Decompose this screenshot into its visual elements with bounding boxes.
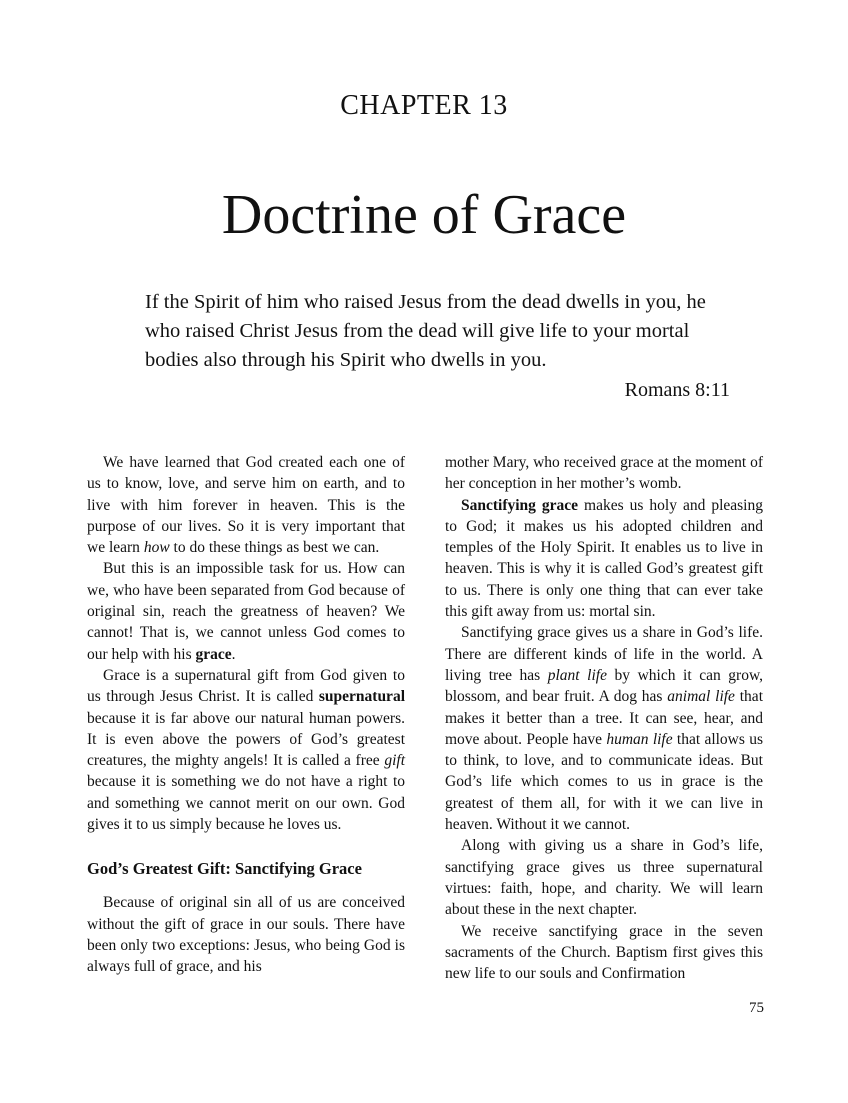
page-number: 75: [749, 1000, 764, 1016]
paragraph: But this is an impossible task for us. How can we, who have been separated from God because of original sin, reach the greatness of heaven? We cannot! That is, we cannot unless God comes to our help with his grace.: [87, 560, 405, 663]
left-column: [87, 452, 405, 978]
paragraph: Because of original sin all of us are conceived without the gift of grace in our souls. There have been only two exceptions: Jesus, who being God is always full of grace, and his: [87, 894, 405, 976]
chapter-title: Doctrine of Grace: [221, 184, 627, 246]
paragraph: mother Mary, who received grace at the moment of her conception in her mother’s womb.: [445, 454, 763, 493]
paragraph: Sanctifying grace gives us a share in God’s life. There are different kinds of life in the world. A living tree has plant life by which it can grow, blossom, and bear fruit. A dog has animal life that makes it better than a tree. It can see, hear, and move about. People have human life that allows us to think, to love, and to communicate ideas. But God’s life which comes to us in grace is the greatest of them all, for with it we can live in heaven. Without it we cannot.: [445, 624, 764, 834]
epigraph: [145, 288, 730, 405]
paragraph: Along with giving us a share in God’s life, sanctifying grace gives us three supernatural virtues: faith, hope, and charity. We will learn about these in the next chapter.: [445, 837, 763, 919]
epigraph-text: If the Spirit of him who raised Jesus from the dead dwells in you, he who raised Christ Jesus from the dead will give life to your mortal bodies also through his Spirit who dwells in you.: [145, 291, 706, 371]
chapter-label: CHAPTER 13: [340, 90, 508, 121]
paragraph: Sanctifying grace makes us holy and pleasing to God; it makes us his adopted children and temples of the Holy Spirit. It enables us to live in heaven. This is why it is called God’s greatest gift to us. There is only one thing that can ever take this gift away from us: mortal sin.: [445, 496, 763, 621]
paragraph: Grace is a supernatural gift from God given to us through Jesus Christ. It is called supernatural because it is far above our natural human powers. It is even above the powers of God’s greatest creatures, the mighty angels! It is called a free gift because it is something we do not have a right to and something we cannot merit on our own. God gives it to us simply because he loves us.: [87, 666, 405, 834]
right-column: [445, 452, 763, 984]
paragraph: We have learned that God created each one of us to know, love, and serve him on earth, and to live with him forever in heaven. This is the purpose of our lives. So it is very important that we learn how to do these things as best we can.: [87, 454, 405, 557]
epigraph-citation: Romans 8:11: [624, 379, 730, 401]
paragraph: We receive sanctifying grace in the seven sacraments of the Church. Baptism first gives this new life to our souls and Confirmation: [445, 922, 763, 983]
section-heading: God’s Greatest Gift: Sanctifying Grace: [87, 859, 362, 879]
